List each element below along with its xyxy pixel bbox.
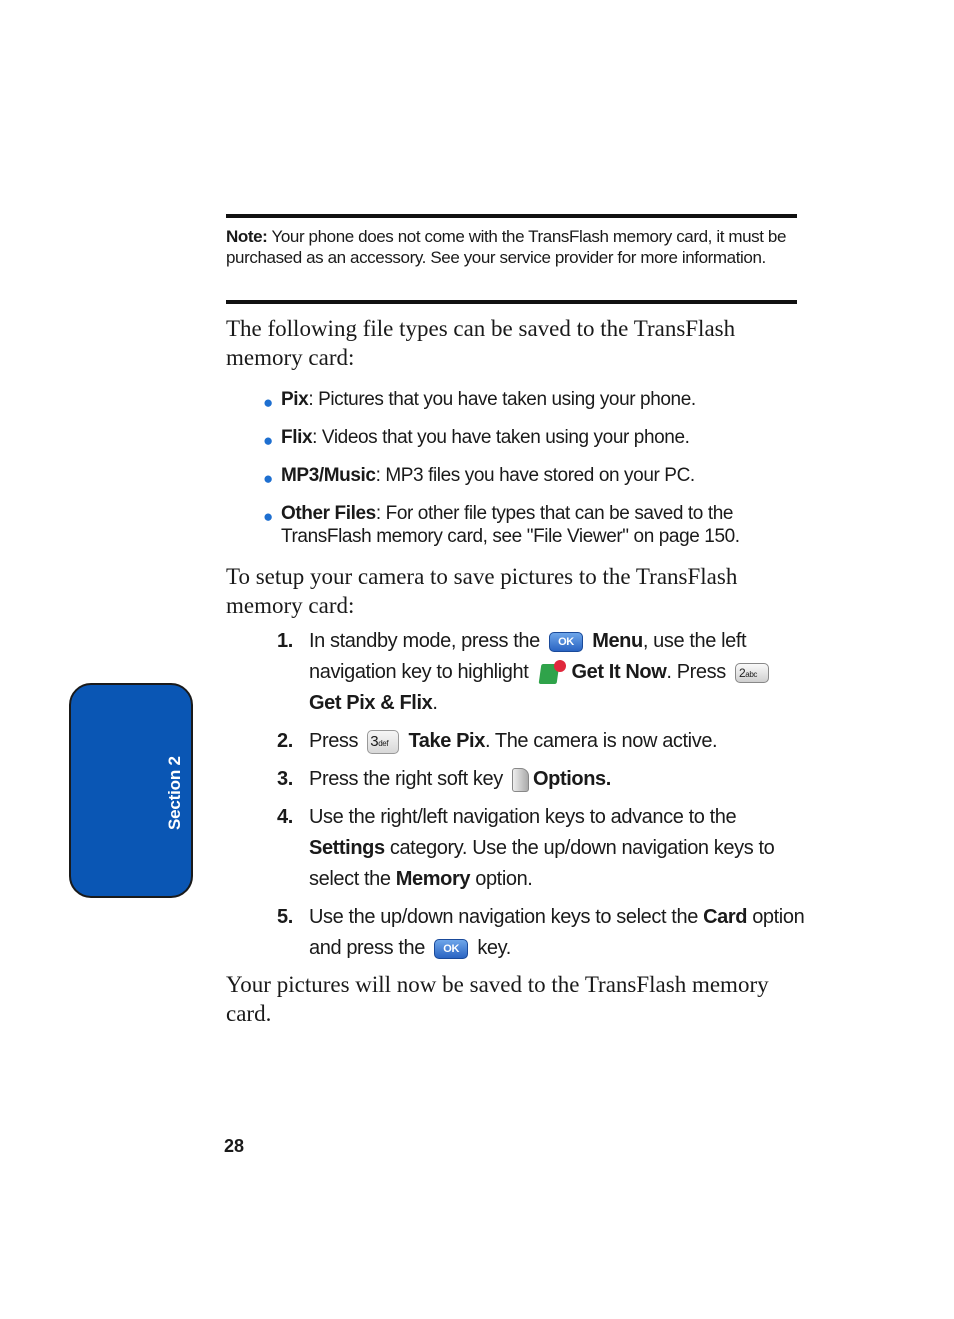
step-text: In standby mode, press the: [309, 630, 546, 652]
list-item: [263, 388, 803, 411]
bullet-term: Pix: [281, 389, 309, 410]
step-text: option and press the: [309, 906, 805, 959]
step-text: . The camera is now active.: [484, 730, 718, 752]
bullet-icon: ●: [263, 507, 273, 526]
step-number: 4.: [277, 806, 293, 828]
step-4: [277, 802, 807, 895]
step-number: 5.: [277, 906, 293, 928]
step-text: , use the left navigation key to highlight: [309, 630, 747, 683]
key-2-icon: [735, 663, 769, 683]
step-text: option.: [470, 868, 533, 890]
steps-list: [277, 626, 807, 971]
step-5: [277, 902, 807, 964]
take-pix-label: Take Pix: [408, 730, 485, 752]
step-2: [277, 726, 807, 757]
bullet-icon: ●: [263, 431, 273, 450]
setup-paragraph: To setup your camera to save pictures to the TransFlash memory card:: [226, 564, 738, 618]
step-number: 2.: [277, 730, 293, 752]
note-text: [226, 226, 797, 268]
get-pix-flix-label: Get Pix & Flix: [309, 692, 433, 714]
step-text: category. Use the up/down navigation keys to select the: [309, 837, 775, 890]
memory-label: Memory: [395, 868, 471, 890]
menu-label: Menu: [592, 630, 643, 652]
bullet-text: : MP3 files you have stored on your PC.: [375, 465, 695, 486]
note-body: Your phone does not come with the TransFlash memory card, it must be purchased as an accessory. See your service provider for more information.: [226, 227, 787, 267]
step-text: Use the up/down navigation keys to select the: [309, 906, 704, 928]
step-text: . Press: [666, 661, 731, 683]
bullet-icon: ●: [263, 393, 273, 412]
bullet-term: MP3/Music: [281, 465, 376, 486]
step-text: .: [432, 692, 438, 714]
intro-paragraph: The following file types can be saved to the TransFlash memory card:: [226, 316, 736, 370]
step-3: [277, 764, 807, 795]
key-3-letters: def: [378, 738, 389, 748]
key-3-icon: [367, 730, 399, 754]
step-number: 3.: [277, 768, 293, 790]
get-it-now-icon: [538, 660, 568, 686]
get-it-now-label: Get It Now: [571, 661, 667, 683]
key-2-letters: abc: [745, 669, 757, 679]
key-3-digit: 3: [370, 732, 379, 750]
ok-key-icon: OK: [549, 632, 583, 652]
step-number: 1.: [277, 630, 293, 652]
right-soft-key-icon: [512, 768, 529, 792]
note-label: Note:: [226, 227, 268, 246]
settings-label: Settings: [309, 837, 385, 859]
bullet-term: Other Files: [281, 503, 376, 524]
bullet-text: : For other file types that can be saved to the TransFlash memory card, see "File Viewer" on page 150.: [281, 503, 740, 547]
key-2-digit: 2: [739, 665, 746, 680]
step-text: Use the right/left navigation keys to advance to the: [309, 806, 737, 828]
bullet-text: : Pictures that you have taken using your phone.: [308, 389, 696, 410]
ok-key-icon: OK: [434, 939, 468, 959]
card-label: Card: [703, 906, 748, 928]
bullet-icon: ●: [263, 469, 273, 488]
file-type-list: [263, 388, 803, 563]
list-item: [263, 464, 803, 487]
step-text: key.: [472, 937, 511, 959]
list-item: [263, 426, 803, 449]
step-1: [277, 626, 807, 719]
options-label: Options.: [532, 768, 611, 790]
note-box: [226, 214, 797, 304]
bullet-text: : Videos that you have taken using your phone.: [312, 427, 690, 448]
step-text: Press: [309, 730, 364, 752]
list-item: [263, 502, 803, 548]
page-number: 28: [224, 1136, 245, 1156]
closing-paragraph: Your pictures will now be saved to the TransFlash memory card.: [226, 972, 769, 1026]
section-tab-label: Section 2: [165, 756, 184, 830]
bullet-term: Flix: [281, 427, 313, 448]
step-text: Press the right soft key: [309, 768, 508, 790]
